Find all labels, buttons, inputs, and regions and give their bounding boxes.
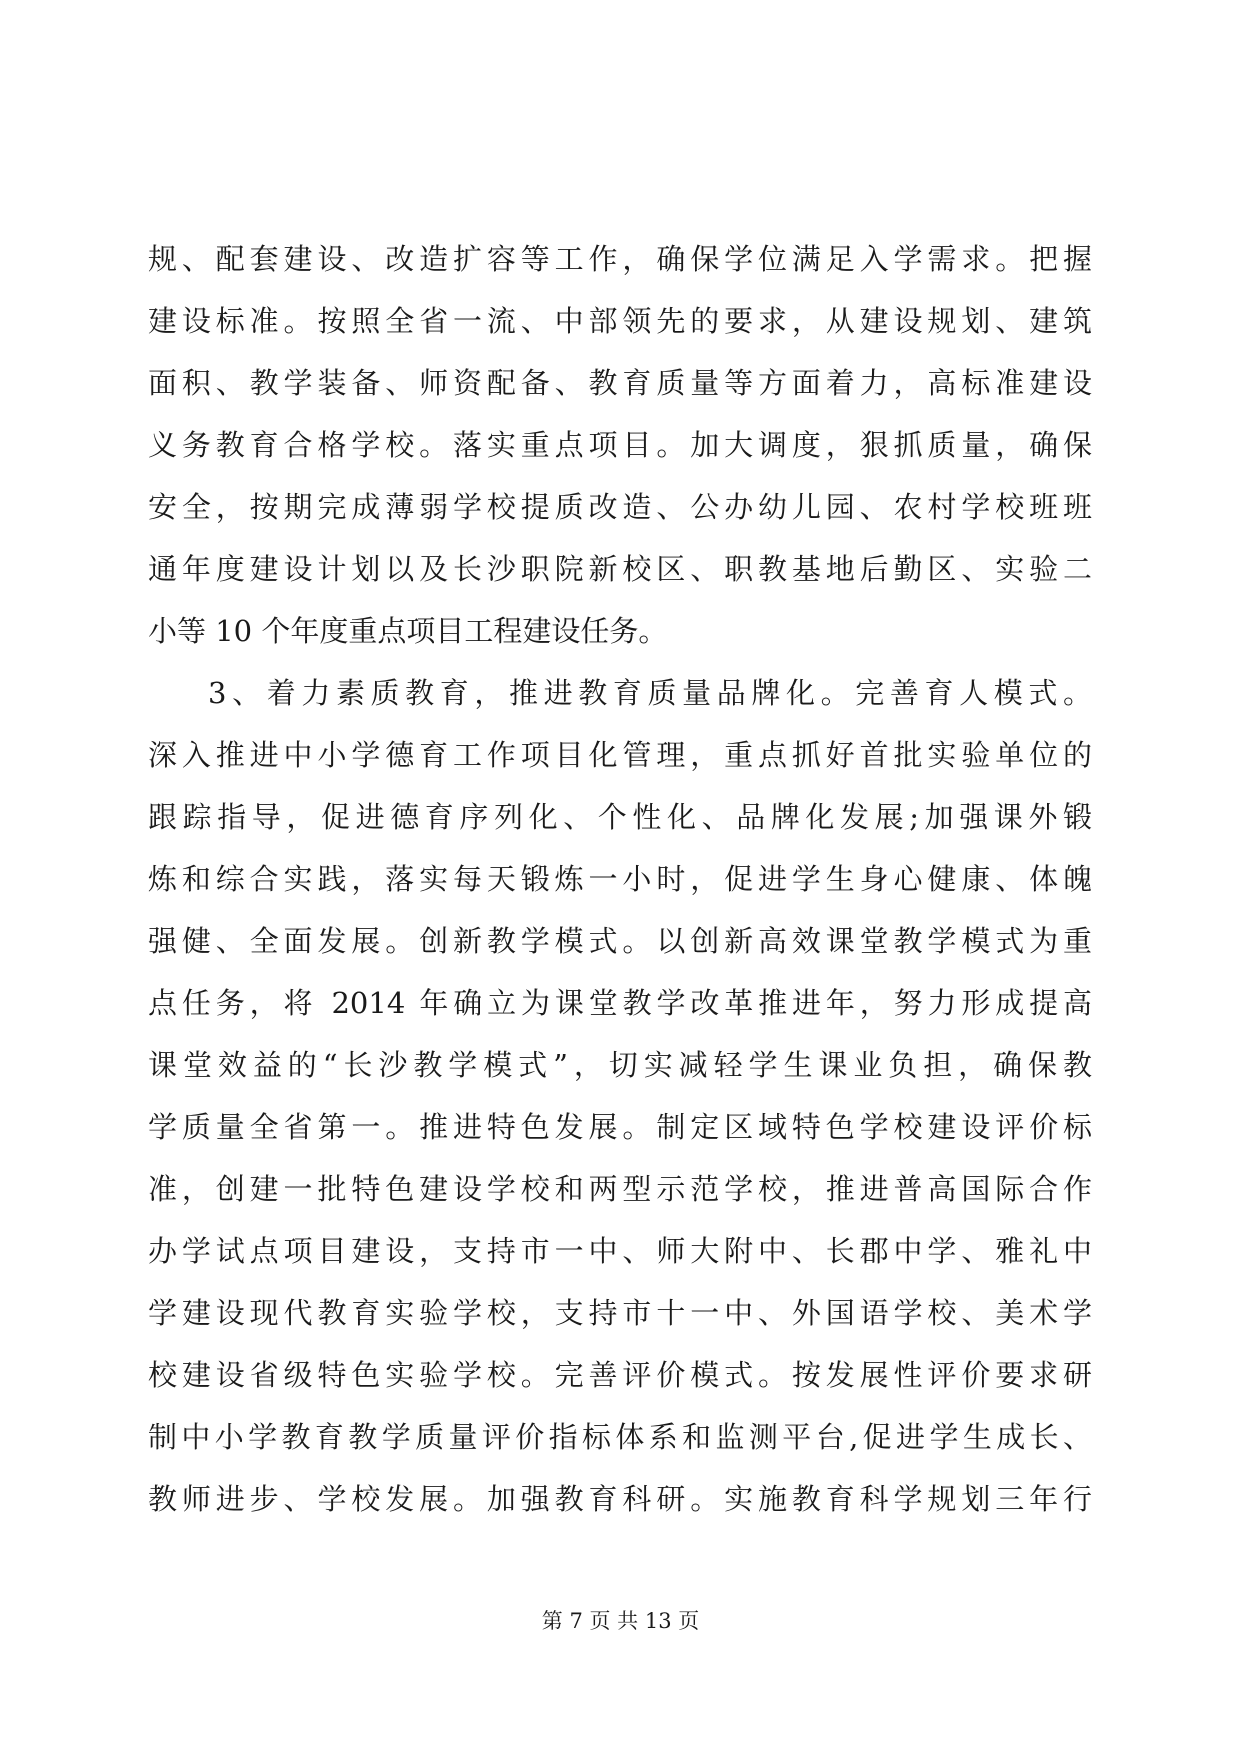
text-line: 面积、教学装备、师资配备、教育质量等方面着力，高标准建设 [148,366,1092,400]
text-line: 通年度建设计划以及长沙职院新校区、职教基地后勤区、实验二 [148,552,1092,586]
text-line: 建设标准。按照全省一流、中部领先的要求，从建设规划、建筑 [148,304,1092,338]
text-line: 深入推进中小学德育工作项目化管理，重点抓好首批实验单位的 [148,738,1092,772]
text-line: 校建设省级特色实验学校。完善评价模式。按发展性评价要求研 [148,1358,1092,1392]
text-line: 制中小学教育教学质量评价指标体系和监测平台,促进学生成长、 [148,1420,1092,1454]
text-line: 学建设现代教育实验学校，支持市十一中、外国语学校、美术学 [148,1296,1092,1330]
body-text [148,228,1092,1530]
text-line: 安全，按期完成薄弱学校提质改造、公办幼儿园、农村学校班班 [148,490,1092,524]
text-line: 准，创建一批特色建设学校和两型示范学校，推进普高国际合作 [148,1172,1092,1206]
text-line: 规、配套建设、改造扩容等工作，确保学位满足入学需求。把握 [148,242,1092,276]
text-line: 课堂效益的“长沙教学模式”，切实减轻学生课业负担，确保教 [148,1048,1092,1082]
text-line: 强健、全面发展。创新教学模式。以创新高效课堂教学模式为重 [148,924,1092,958]
page-number-footer: 第 7 页 共 13 页 [541,1609,700,1633]
text-line: 炼和综合实践，落实每天锻炼一小时，促进学生身心健康、体魄 [148,862,1092,896]
text-line: 点任务，将 2014 年确立为课堂教学改革推进年，努力形成提高 [148,986,1092,1020]
text-line: 办学试点项目建设，支持市一中、师大附中、长郡中学、雅礼中 [148,1234,1092,1268]
text-line: 跟踪指导，促进德育序列化、个性化、品牌化发展;加强课外锻 [148,800,1092,834]
text-line: 义务教育合格学校。落实重点项目。加大调度，狠抓质量，确保 [148,428,1092,462]
text-line: 教师进步、学校发展。加强教育科研。实施教育科学规划三年行 [148,1482,1092,1516]
paragraph-heading-line: 3、着力素质教育，推进教育质量品牌化。完善育人模式。 [208,676,1092,710]
text-line: 小等 10 个年度重点项目工程建设任务。 [148,614,668,648]
text-line: 学质量全省第一。推进特色发展。制定区域特色学校建设评价标 [148,1110,1092,1144]
